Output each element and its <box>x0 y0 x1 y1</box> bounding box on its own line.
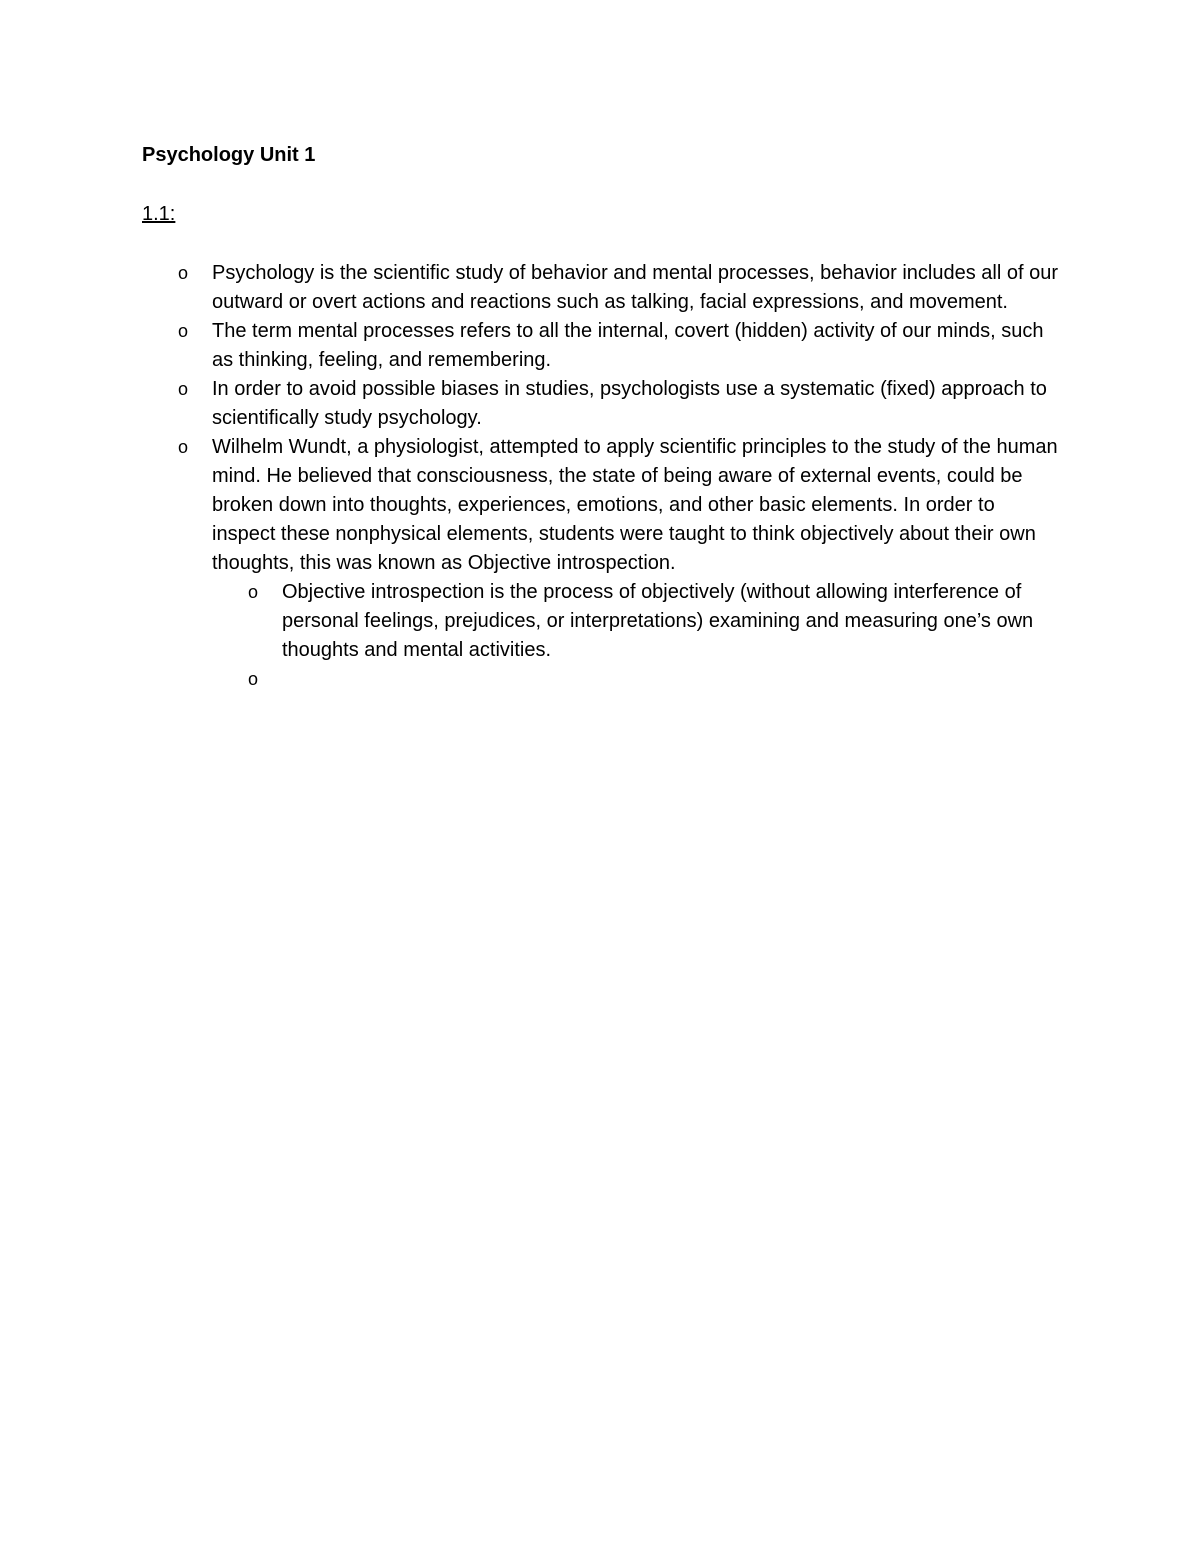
sub-bullet-list <box>212 578 1062 703</box>
document-body <box>142 141 1062 703</box>
sub-list-item <box>212 665 1062 703</box>
list-item <box>142 317 1062 375</box>
section-heading: 1.1: <box>142 203 176 225</box>
bullet-marker: o <box>248 669 259 689</box>
list-item <box>142 433 1062 703</box>
sub-list-item <box>212 578 1062 665</box>
bullet-marker: o <box>178 321 189 341</box>
list-item <box>142 259 1062 317</box>
bullet-list <box>142 259 1062 703</box>
list-item-text: Psychology is the scientific study of behavior and mental processes, behavior includes all of our outward or overt actions and reactions such as talking, facial expressions, and movement. <box>212 262 1059 313</box>
list-item <box>142 375 1062 433</box>
sub-list-item-text: Objective introspection is the process of objectively (without allowing interference of personal feelings, prejudices, or interpretations) examining and measuring one’s own thoughts and mental activities. <box>282 581 1034 661</box>
list-item-text: The term mental processes refers to all the internal, covert (hidden) activity of our minds, such as thinking, feeling, and remembering. <box>212 320 1044 371</box>
bullet-marker: o <box>178 437 189 457</box>
document-title: Psychology Unit 1 <box>142 144 316 166</box>
bullet-marker: o <box>248 582 259 602</box>
list-item-text: Wilhelm Wundt, a physiologist, attempted to apply scientific principles to the study of the human mind. He believed that consciousness, the state of being aware of external events, could be broken down into thoughts, experiences, emotions, and other basic elements. In order to inspect these nonphysical elements, students were taught to think objectively about their own thoughts, this was known as Objective introspection. <box>212 436 1058 574</box>
bullet-marker: o <box>178 379 189 399</box>
list-item-text: In order to avoid possible biases in studies, psychologists use a systematic (fixed) approach to scientifically study psychology. <box>212 378 1047 429</box>
bullet-marker: o <box>178 263 189 283</box>
